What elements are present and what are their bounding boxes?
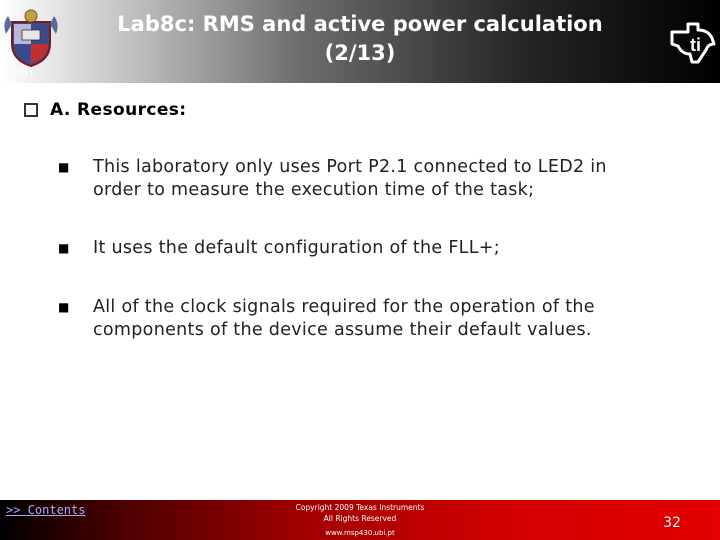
checkbox-square-icon: [24, 103, 38, 117]
square-bullet-icon: ■: [58, 300, 70, 314]
item-3-line-2: components of the device assume their default values.: [93, 320, 592, 340]
slide-header: [0, 0, 720, 83]
texas-instruments-logo-icon: [668, 22, 718, 66]
section-heading: A. Resources:: [50, 100, 187, 120]
list-item: [58, 237, 698, 260]
ubi-label: UBI: [12, 66, 34, 79]
title-line-2: (2/13): [324, 41, 396, 65]
bullet-list: [58, 156, 698, 342]
item-1-line-1: This laboratory only uses Port P2.1 connected to LED2 in: [93, 157, 607, 177]
item-2-line-1: It uses the default configuration of the FLL+;: [93, 238, 500, 258]
item-3-line-1: All of the clock signals required for the operation of the: [93, 297, 595, 317]
copyright-line-2: All Rights Reserved: [323, 514, 397, 523]
svg-text:ti: ti: [690, 35, 701, 55]
title-line-1: Lab8c: RMS and active power calculation: [117, 12, 603, 36]
copyright-notice: [276, 502, 444, 524]
contents-link[interactable]: >> Contents: [6, 503, 86, 517]
page-number: 32: [663, 515, 681, 531]
slide-footer: [0, 500, 720, 540]
section-heading-row: [20, 100, 186, 120]
slide-title: [60, 10, 660, 68]
website-url: www.msp430.ubi.pt: [325, 529, 395, 537]
copyright-line-1: Copyright 2009 Texas Instruments: [295, 503, 425, 512]
list-item: [58, 156, 698, 202]
university-crest-icon: [2, 4, 60, 68]
square-bullet-icon: ■: [58, 160, 70, 174]
square-bullet-icon: ■: [58, 241, 70, 255]
list-item: [58, 296, 698, 342]
item-1-line-2: order to measure the execution time of the task;: [93, 180, 535, 200]
